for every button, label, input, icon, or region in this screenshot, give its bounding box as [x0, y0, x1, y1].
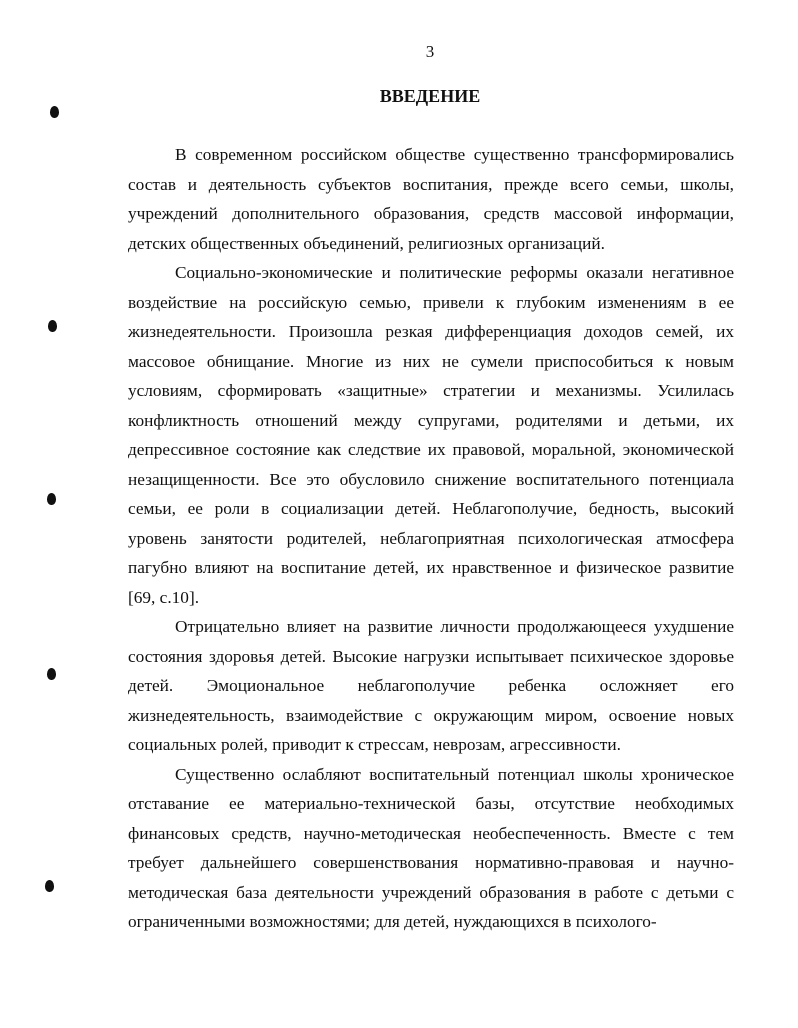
paragraph-4: Существенно ослабляют воспитательный потенциал школы хроническое отставание ее материально-технической базы, отсутствие необходимых финансовых средств, научно-методическая необеспеченность. Вместе с тем требует дальнейшего совершенствования нормативно-правовая и научно-методическая база деятельности учреждений образования в работе с детьми с ограниченными возможностями; для детей, нуждающихся в психолого- [128, 764, 734, 931]
page-number: 3 [425, 42, 435, 61]
punch-hole-mark [47, 668, 56, 680]
paragraph-3: Отрицательно влияет на развитие личности продолжающееся ухудшение состояния здоровья детей. Высокие нагрузки испытывает психическое здоровье детей. Эмоциональное неблагополучие ребенка осложняет его жизнедеятельность, взаимодействие с окружающим миром, освоение новых социальных ролей, приводит к стрессам, неврозам, агрессивности. [128, 617, 734, 754]
body-text [128, 140, 734, 937]
paragraph-2: Социально-экономические и политические реформы оказали негативное воздействие на российскую семью, привели к глубоким изменениям в ее жизнедеятельности. Произошла резкая дифференциация доходов семей, их массовое обнищание. Многие из них не сумели приспособиться к новым условиям, сформировать «защитные» стратегии и механизмы. Усилилась конфликтность отношений между супругами, родителями и детьми, их депрессивное состояние как следствие их правовой, моральной, экономической незащищенности. Все это обусловило снижение воспитательного потенциала семьи, ее роли в социализации детей. Неблагополучие, бедность, высокий уровень занятости родителей, неблагоприятная психологическая атмосфера пагубно влияют на воспитание детей, их нравственное и физическое развитие [69, с.10]. [128, 263, 734, 607]
punch-hole-mark [47, 493, 56, 505]
punch-hole-mark [50, 106, 59, 118]
page-heading: ВВЕДЕНИЕ [379, 86, 481, 106]
paragraph-1: В современном российском обществе существенно трансформировались состав и деятельность субъектов воспитания, прежде всего семьи, школы, учреждений дополнительного образования, средств массовой информации, детских общественных объединений, религиозных организаций. [128, 145, 734, 253]
punch-hole-mark [48, 320, 57, 332]
punch-hole-mark [45, 880, 54, 892]
